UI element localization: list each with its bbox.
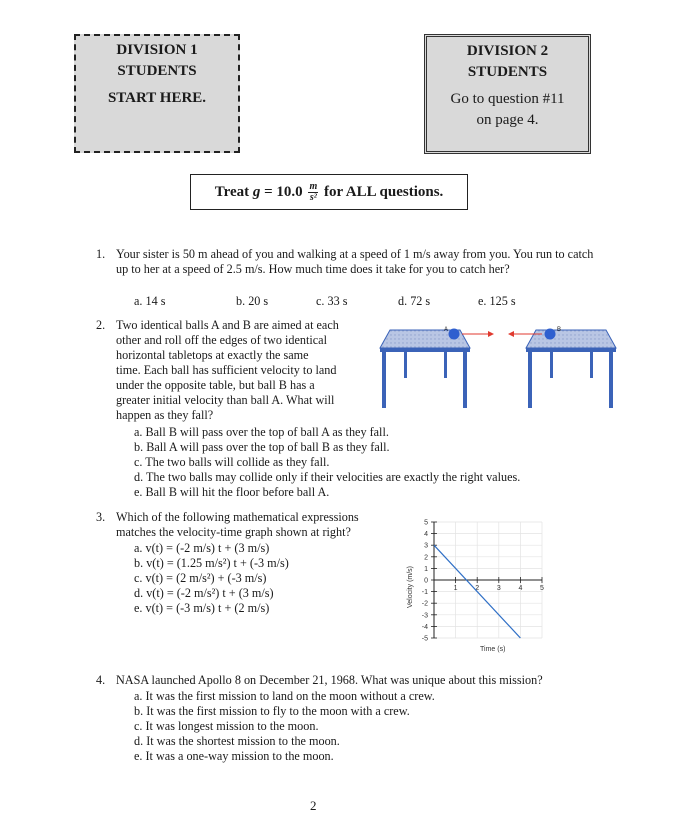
q2-number: 2.	[96, 318, 106, 332]
q4-option-d: d. It was the shortest mission to the moon.	[134, 734, 340, 748]
q1-option-d: d. 72 s	[398, 294, 431, 308]
q2-option-d: d. The two balls may collide only if their velocities are exactly the right values.	[134, 470, 521, 484]
q2-option-e: e. Ball B will hit the floor before ball A.	[134, 485, 330, 499]
q1-option-c: c. 33 s	[316, 294, 348, 308]
ball-a	[449, 329, 460, 340]
chart-y-tick-label: 5	[424, 519, 428, 527]
q3-line-1: Which of the following mathematical expressions	[116, 510, 359, 524]
q2-line-6: greater initial velocity than ball A. What will	[116, 393, 335, 407]
chart-y-tick-label: 3	[424, 542, 428, 550]
chart-x-tick-label: 5	[540, 585, 544, 592]
chart-x-tick-label: 2	[475, 585, 480, 592]
treat-fraction	[308, 182, 318, 203]
chart-x-tick-label: 1	[453, 585, 458, 592]
treat-frac-top: m	[309, 181, 318, 193]
chart-y-tick-label: -3	[421, 612, 428, 620]
q4-text: NASA launched Apollo 8 on December 21, 1968. What was unique about this mission?	[116, 673, 543, 687]
q4-option-b: b. It was the first mission to fly to the moon with a crew.	[134, 704, 410, 718]
ball-b-label: B	[557, 327, 562, 333]
chart-y-tick-label: 2	[424, 554, 428, 562]
division1-box	[74, 34, 240, 153]
treat-eq: = 10.0	[264, 184, 303, 200]
treat-var: g	[252, 184, 261, 200]
division1-line2: STUDENTS	[117, 63, 197, 79]
chart-y-tick-label: 4	[424, 531, 428, 539]
tables-illustration	[378, 318, 618, 410]
q2-line-3: horizontal tabletops at exactly the same	[116, 348, 309, 362]
q1-option-e: e. 125 s	[478, 294, 516, 308]
chart-x-tick-label: 4	[518, 585, 523, 592]
q1-number: 1.	[96, 247, 106, 261]
q2-option-b: b. Ball A will pass over the top of ball B as they fall.	[134, 440, 390, 454]
chart-x-label: Time (s)	[480, 646, 506, 653]
q3-option-d: d. v(t) = (-2 m/s²) t + (3 m/s)	[134, 586, 274, 600]
q1-option-a: a. 14 s	[134, 294, 166, 308]
velocity-time-chart	[400, 510, 560, 658]
table-b	[526, 330, 616, 408]
q3-option-e: e. v(t) = (-3 m/s) t + (2 m/s)	[134, 601, 270, 615]
q2-line-1: Two identical balls A and B are aimed at each	[116, 318, 339, 332]
chart-x-tick-label: 3	[496, 585, 501, 592]
division1-line3: START HERE.	[107, 90, 207, 106]
treat-frac-bot: s²	[309, 192, 317, 204]
q4-option-a: a. It was the first mission to land on the moon without a crew.	[134, 689, 435, 703]
treat-prefix: Treat	[214, 184, 250, 200]
q3-option-b: b. v(t) = (1.25 m/s²) t + (-3 m/s)	[134, 556, 289, 570]
q4-number: 4.	[96, 673, 106, 687]
table-a	[380, 330, 470, 408]
division2-line1: DIVISION 2	[466, 43, 549, 59]
q2-line-2: other and roll off the edges of two identical	[116, 333, 327, 347]
chart-y-tick-label: 0	[424, 577, 428, 585]
ball-b	[545, 329, 556, 340]
chart-y-tick-label: -5	[421, 635, 428, 643]
page-number: 2	[310, 798, 317, 813]
q1-text: Your sister is 50 m ahead of you and walking at a speed of 1 m/s away from you. You run to catch up to her at a speed of 2.5 m/s. How much time does it take for you to catch her?	[116, 247, 594, 276]
q4-option-e: e. It was a one-way mission to the moon.	[134, 749, 334, 763]
chart-y-tick-label: -2	[421, 600, 428, 608]
ball-a-label: A	[444, 327, 449, 333]
arrow-a-head	[488, 331, 494, 337]
division2-line3: Go to question #11	[450, 91, 565, 107]
q3-option-c: c. v(t) = (2 m/s²) + (-3 m/s)	[134, 571, 267, 585]
chart-y-label: Velocity (m/s)	[407, 565, 414, 608]
q3-line-2: matches the velocity-time graph shown at right?	[116, 525, 351, 539]
q2-line-4: time. Each ball has sufficient velocity to land	[116, 363, 337, 377]
q3-number: 3.	[96, 510, 106, 524]
gravity-note	[190, 174, 468, 210]
q2-line-7: happen as they fall?	[116, 408, 214, 422]
chart-y-tick-label: -1	[421, 589, 428, 597]
q2-option-c: c. The two balls will collide as they fall.	[134, 455, 330, 469]
q2-option-a: a. Ball B will pass over the top of ball A as they fall.	[134, 425, 389, 439]
treat-suffix: for ALL questions.	[323, 184, 444, 200]
q4-option-c: c. It was longest mission to the moon.	[134, 719, 319, 733]
chart-y-tick-label: 1	[424, 565, 428, 573]
q1-option-b: b. 20 s	[236, 294, 269, 308]
division2-line2: STUDENTS	[467, 64, 548, 80]
division1-line1: DIVISION 1	[116, 42, 198, 58]
q2-line-5: under the opposite table, but ball B has a	[116, 378, 315, 392]
division2-line4: on page 4.	[476, 112, 539, 128]
arrow-b-head	[508, 331, 514, 337]
chart-y-tick-label: -4	[421, 623, 428, 631]
division2-box	[424, 34, 591, 154]
q3-option-a: a. v(t) = (-2 m/s) t + (3 m/s)	[134, 541, 270, 555]
